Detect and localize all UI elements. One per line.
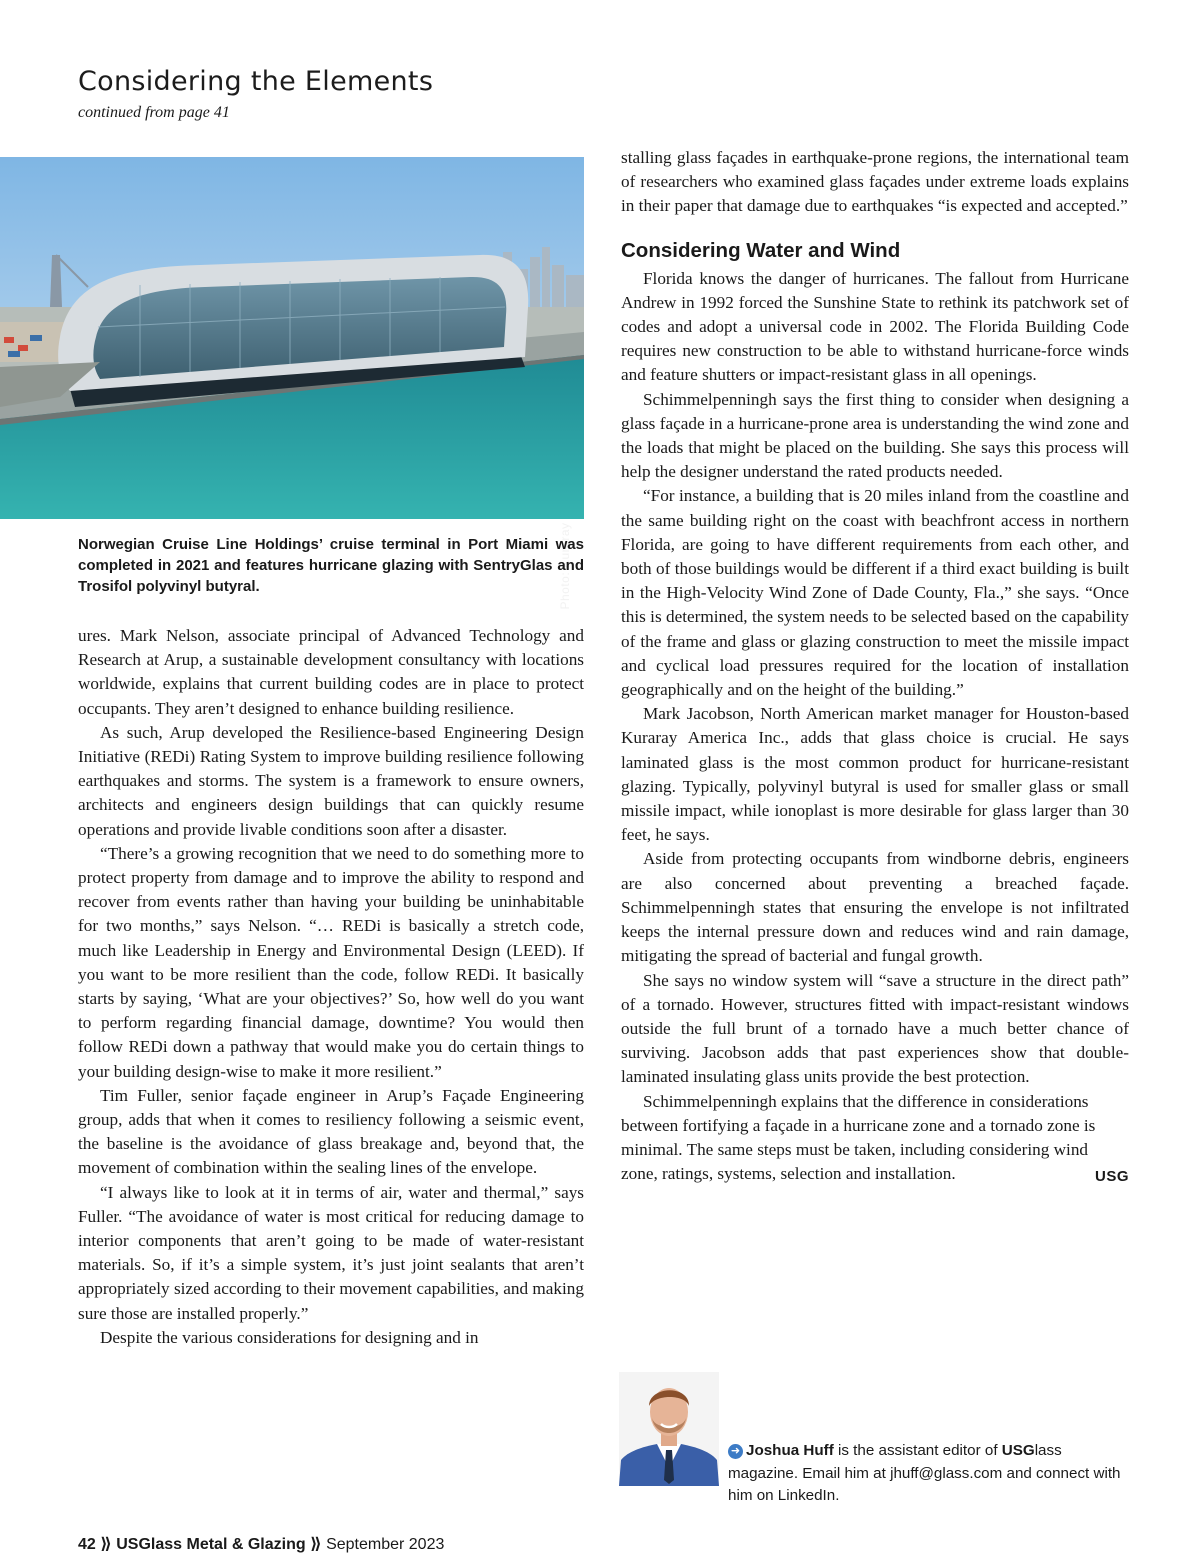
- footer-separator: ⟫: [100, 1536, 112, 1553]
- author-contact-text: magazine. Email him at jhuff@glass.com and connect with him on LinkedIn.: [728, 1464, 1121, 1504]
- page-footer: [78, 1534, 444, 1554]
- end-mark: USG: [1094, 1168, 1129, 1186]
- author-bio-text: is the assistant editor of: [833, 1442, 1002, 1459]
- paragraph: Mark Jacobson, North American market manager for Houston-based Kuraray America Inc., adds that glass choice is crucial. He says laminated glass is the most common product for hurricane-resistant glazing. Typically, polyvinyl butyral is used for smaller glass or small missile impact, while ionoplast is more desirable for glass larger than 30 feet, he says.: [621, 704, 1129, 845]
- author-photo: [619, 1372, 719, 1486]
- author-bio: [728, 1440, 1128, 1508]
- footer-separator: ⟫: [310, 1536, 322, 1553]
- paragraph: Despite the various considerations for designing and in: [100, 1327, 479, 1347]
- section-title: Considering the Elements: [78, 66, 434, 97]
- paragraph: Tim Fuller, senior façade engineer in Arup’s Façade Engineering group, adds that when it comes to resiliency following a seismic event, the baseline is the avoidance of glass breakage and, beyond that, the movement of combination within the sealing lines of the envelope.: [78, 1085, 584, 1178]
- photo-credit: Photo: Kuraray: [558, 522, 572, 610]
- paragraph: [621, 1090, 1129, 1187]
- paragraph: Aside from protecting occupants from windborne debris, engineers are also concerned about preventing a breached façade. Schimmelpenningh states that ensuring the envelope is not infiltrated keeps the internal pressure down and reduces wind and rain damage, mitigating the spread of bacterial and fungal growth.: [621, 849, 1129, 966]
- paragraph: “I always like to look at it in terms of air, water and thermal,” says Fuller. “The avoidance of water is most critical for reducing damage to interior components that aren’t going to be made of water-resistant materials. So, if it’s a simple system, it’s just joint sealants that aren’t appropriately sized according to their movement capabilities, and making sure those are installed properly.”: [78, 1182, 584, 1323]
- page-number: 42: [78, 1536, 96, 1553]
- paragraph: “There’s a growing recognition that we need to do something more to protect property from damage and to improve the ability to respond and recover from events rather than having your building be uninhabitable for two months,” says Nelson. “… REDi is basically a stretch code, much like Leadership in Energy and Environmental Design (LEED). If you want to be more resilient than the code, follow REDi. It basically starts by saying, ‘What are your objectives?’ So, how well do you want to perform regarding financial damage, downtime? You would then follow REDi down a pathway that would make you do certain things to your building design-wise to make it more resilient.”: [78, 843, 584, 1081]
- magazine-name-rest: lass: [1034, 1442, 1062, 1459]
- paragraph: Schimmelpenningh says the first thing to consider when designing a glass façade in a hurricane-prone area is understanding the wind zone and the loads that might be placed on the building. She says this process will help the designer understand the rated products needed.: [621, 389, 1129, 482]
- arrow-right-icon: ➜: [728, 1444, 743, 1459]
- paragraph: Florida knows the danger of hurricanes. The fallout from Hurricane Andrew in 1992 forced the Sunshine State to rethink its patchwork set of codes and adopt a universal code in 2002. The Florida Building Code requires new construction to be able to withstand hurricane-force winds and feature shutters or impact-resistant glass in all openings.: [621, 268, 1129, 385]
- paragraph: ures. Mark Nelson, associate principal of Advanced Technology and Research at Arup, a sustainable development consultancy with locations worldwide, explains that current building codes are in place to protect occupants. They aren’t designed to enhance building resilience.: [78, 626, 584, 718]
- cruise-terminal-illustration: [0, 157, 584, 519]
- issue-date: September 2023: [326, 1536, 445, 1553]
- left-column: [78, 624, 584, 1350]
- subhead: Considering Water and Wind: [621, 238, 901, 262]
- paragraph: stalling glass façades in earthquake-prone regions, the international team of researchers who examined glass façades under extreme loads explains in their paper that damage due to earthquakes “is expected and accepted.”: [621, 148, 1129, 216]
- photo-caption: Norwegian Cruise Line Holdings’ cruise terminal in Port Miami was completed in 2021 and features hurricane glazing with SentryGlas and Trosifol polyvinyl butyral.: [78, 536, 584, 595]
- continued-note: continued from page 41: [78, 104, 230, 121]
- paragraph: She says no window system will “save a structure in the direct path” of a tornado. However, structures fitted with impact-resistant windows outside the full brunt of a tornado have a much better chance of surviving. Jacobson adds that past experiences show that double-laminated insulating glass units provide the best protection.: [621, 970, 1129, 1087]
- magazine-name-bold: USG: [1001, 1442, 1035, 1459]
- author-name: Joshua Huff: [746, 1442, 834, 1459]
- final-paragraph-text: Schimmelpenningh explains that the difference in considerations between fortifying a façade in a hurricane zone and a tornado zone is minimal. The same steps must be taken, including considering wind zone, ratings, systems, selection and installation.: [621, 1091, 1096, 1184]
- right-column: [621, 146, 1129, 1189]
- paragraph: “For instance, a building that is 20 miles inland from the coastline and the same building right on the coast with beachfront access in northern Florida, are going to have different requirements from each other, and both of those buildings would be different if a third exact building is built in the High-Velocity Wind Zone of Dade County, Fla.,” she says. “Once this is determined, the system needs to be selected based on the capability of the frame and glass or glazing construction to meet the missile impact and cyclical load pressures required for the location of installation geographically and on the height of the building.”: [621, 486, 1129, 700]
- paragraph: As such, Arup developed the Resilience-based Engineering Design Initiative (REDi) Rating System to improve building resilience following earthquakes and storms. The system is a framework to ensure owners, architects and engineers design buildings that can quickly resume operations and provide livable conditions soon after a disaster.: [78, 722, 584, 839]
- author-portrait: [619, 1372, 719, 1486]
- publication-name: USGlass Metal & Glazing: [116, 1536, 306, 1553]
